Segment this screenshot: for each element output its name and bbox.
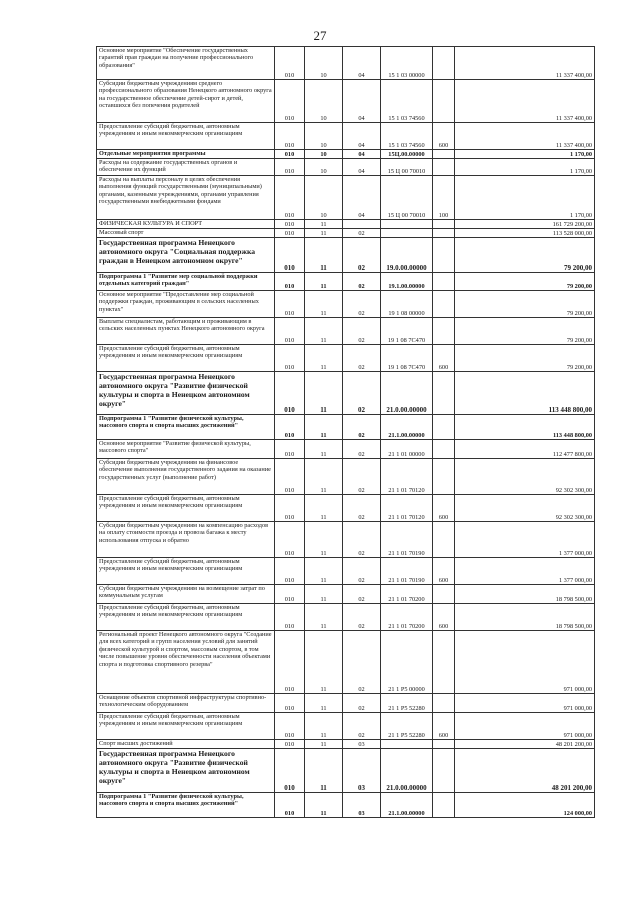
target-article-cell: 15 1 03 00000 bbox=[381, 47, 433, 80]
amount-cell: 1 170,00 bbox=[455, 176, 595, 220]
section-code-cell: 11 bbox=[305, 372, 343, 415]
amount-cell: 161 729 200,00 bbox=[455, 220, 595, 229]
ministry-code-cell: 010 bbox=[275, 495, 305, 522]
table-row bbox=[97, 47, 595, 80]
subsection-code-cell bbox=[343, 220, 381, 229]
amount-cell: 79 200,00 bbox=[455, 345, 595, 372]
expense-type-cell: 600 bbox=[433, 558, 455, 585]
section-code-cell: 11 bbox=[305, 415, 343, 440]
ministry-code-cell: 010 bbox=[275, 793, 305, 818]
subsection-code-cell: 02 bbox=[343, 558, 381, 585]
expense-type-cell bbox=[433, 740, 455, 749]
target-article-cell: 21 1 01 70200 bbox=[381, 604, 433, 631]
expense-type-cell bbox=[433, 372, 455, 415]
expense-type-cell bbox=[433, 47, 455, 80]
amount-cell: 124 000,00 bbox=[455, 793, 595, 818]
ministry-code-cell: 010 bbox=[275, 558, 305, 585]
table-row bbox=[97, 459, 595, 495]
expense-name-cell: Выплаты специалистам, работающим и проживающим в сельских населенных пунктах Ненецкого автономного округа bbox=[97, 318, 275, 345]
expense-name-cell: Расходы на выплаты персоналу в целях обеспечения выполнения функций государственными (муниципальными) органами, казенными учреждениями, органами управления государственными внебюджетными фондами bbox=[97, 176, 275, 220]
expense-name-cell: Региональный проект Ненецкого автономного округа "Создание для всех категорий и групп населения условий для занятий физической культурой и спортом, массовым спортом, в том числе повышение уровня обеспеченности населения объектами спорта и подготовка спортивного резерва" bbox=[97, 631, 275, 694]
target-article-cell: 21 1 01 70120 bbox=[381, 459, 433, 495]
expense-name-cell: Основное мероприятие "Предоставление мер социальной поддержки граждан, проживающим в сельских населенных пунктах" bbox=[97, 291, 275, 318]
section-code-cell: 11 bbox=[305, 291, 343, 318]
target-article-cell: 21 1 01 70190 bbox=[381, 558, 433, 585]
expense-name-cell: Субсидии бюджетным учреждениям на возмещение затрат по коммунальным услугам bbox=[97, 585, 275, 604]
target-article-cell: 21 1 P5 00000 bbox=[381, 631, 433, 694]
subsection-code-cell: 02 bbox=[343, 585, 381, 604]
target-article-cell: 21 1 01 70120 bbox=[381, 495, 433, 522]
table-row bbox=[97, 631, 595, 694]
target-article-cell: 21 1 01 00000 bbox=[381, 440, 433, 459]
section-code-cell: 10 bbox=[305, 159, 343, 176]
section-code-cell: 11 bbox=[305, 229, 343, 238]
table-row bbox=[97, 415, 595, 440]
amount-cell: 1 377 000,00 bbox=[455, 558, 595, 585]
amount-cell: 48 201 200,00 bbox=[455, 749, 595, 793]
subsection-code-cell: 04 bbox=[343, 47, 381, 80]
amount-cell: 79 200,00 bbox=[455, 291, 595, 318]
ministry-code-cell: 010 bbox=[275, 47, 305, 80]
section-code-cell: 11 bbox=[305, 495, 343, 522]
expense-name-cell: Спорт высших достижений bbox=[97, 740, 275, 749]
target-article-cell: 15 Ц 00 70010 bbox=[381, 159, 433, 176]
amount-cell: 971 000,00 bbox=[455, 713, 595, 740]
table-row bbox=[97, 291, 595, 318]
table-row bbox=[97, 238, 595, 273]
budget-table bbox=[96, 46, 595, 818]
ministry-code-cell: 010 bbox=[275, 150, 305, 159]
subsection-code-cell: 02 bbox=[343, 415, 381, 440]
target-article-cell: 19 1 08 7С470 bbox=[381, 345, 433, 372]
expense-name-cell: Субсидии бюджетным учреждениям среднего профессионального образования Ненецкого автономного округа на государственное обеспечение детей-сирот и детей, оставшихся без попечения родителей bbox=[97, 80, 275, 123]
subsection-code-cell: 03 bbox=[343, 793, 381, 818]
expense-name-cell: Подпрограмма 1 "Развитие физической культуры, массового спорта и спорта высших достижений" bbox=[97, 793, 275, 818]
amount-cell: 1 170,00 bbox=[455, 159, 595, 176]
section-code-cell: 11 bbox=[305, 220, 343, 229]
expense-name-cell: Предоставление субсидий бюджетным, автономным учреждениям и иным некоммерческим организациям bbox=[97, 123, 275, 150]
expense-name-cell: Государственная программа Ненецкого автономного округа "Развитие физической культуры и спорта в Ненецком автономном округе" bbox=[97, 749, 275, 793]
table-row bbox=[97, 318, 595, 345]
expense-name-cell: Расходы на содержание государственных органов и обеспечение их функций bbox=[97, 159, 275, 176]
target-article-cell: 21 1 P5 52280 bbox=[381, 713, 433, 740]
ministry-code-cell: 010 bbox=[275, 176, 305, 220]
expense-name-cell: Предоставление субсидий бюджетным, автономным учреждениям и иным некоммерческим организациям bbox=[97, 495, 275, 522]
amount-cell: 113 528 000,00 bbox=[455, 229, 595, 238]
ministry-code-cell: 010 bbox=[275, 713, 305, 740]
subsection-code-cell: 02 bbox=[343, 238, 381, 273]
subsection-code-cell: 02 bbox=[343, 631, 381, 694]
page-number: 27 bbox=[313, 28, 327, 43]
table-row bbox=[97, 522, 595, 558]
section-code-cell: 11 bbox=[305, 585, 343, 604]
expense-name-cell: Подпрограмма 1 "Развитие мер социальной поддержки отдельных категорий граждан" bbox=[97, 273, 275, 291]
expense-type-cell: 600 bbox=[433, 345, 455, 372]
ministry-code-cell: 010 bbox=[275, 291, 305, 318]
target-article-cell: 15 1 03 74560 bbox=[381, 123, 433, 150]
expense-type-cell bbox=[433, 585, 455, 604]
table-row bbox=[97, 229, 595, 238]
subsection-code-cell: 03 bbox=[343, 740, 381, 749]
subsection-code-cell: 04 bbox=[343, 80, 381, 123]
target-article-cell: 21.0.00.00000 bbox=[381, 372, 433, 415]
amount-cell: 113 448 800,00 bbox=[455, 372, 595, 415]
subsection-code-cell: 02 bbox=[343, 345, 381, 372]
amount-cell: 1 170,00 bbox=[455, 150, 595, 159]
expense-name-cell: Основное мероприятие "Обеспечение государственных гарантий прав граждан на получение профессионального образования" bbox=[97, 47, 275, 80]
table-row bbox=[97, 372, 595, 415]
expense-type-cell bbox=[433, 459, 455, 495]
expense-type-cell: 600 bbox=[433, 123, 455, 150]
subsection-code-cell: 02 bbox=[343, 604, 381, 631]
target-article-cell: 15 Ц 00 70010 bbox=[381, 176, 433, 220]
amount-cell: 18 798 500,00 bbox=[455, 585, 595, 604]
target-article-cell: 21.1.00.00000 bbox=[381, 415, 433, 440]
expense-name-cell: Предоставление субсидий бюджетным, автономным учреждениям и иным некоммерческим организациям bbox=[97, 604, 275, 631]
expense-type-cell: 600 bbox=[433, 604, 455, 631]
expense-name-cell: ФИЗИЧЕСКАЯ КУЛЬТУРА И СПОРТ bbox=[97, 220, 275, 229]
expense-type-cell bbox=[433, 749, 455, 793]
expense-name-cell: Субсидии бюджетным учреждениям на финансовое обеспечение выполнения государственного задания на оказание государственных услуг (выполнение работ) bbox=[97, 459, 275, 495]
target-article-cell bbox=[381, 220, 433, 229]
ministry-code-cell: 010 bbox=[275, 440, 305, 459]
subsection-code-cell: 02 bbox=[343, 372, 381, 415]
target-article-cell: 19 1 08 00000 bbox=[381, 291, 433, 318]
section-code-cell: 11 bbox=[305, 318, 343, 345]
target-article-cell: 21.1.00.00000 bbox=[381, 793, 433, 818]
ministry-code-cell: 010 bbox=[275, 318, 305, 345]
amount-cell: 971 000,00 bbox=[455, 631, 595, 694]
section-code-cell: 10 bbox=[305, 80, 343, 123]
expense-type-cell bbox=[433, 694, 455, 713]
table-row bbox=[97, 585, 595, 604]
expense-type-cell bbox=[433, 522, 455, 558]
amount-cell: 113 448 800,00 bbox=[455, 415, 595, 440]
expense-type-cell bbox=[433, 80, 455, 123]
section-code-cell: 11 bbox=[305, 440, 343, 459]
expense-type-cell: 600 bbox=[433, 713, 455, 740]
table-row bbox=[97, 604, 595, 631]
subsection-code-cell: 02 bbox=[343, 229, 381, 238]
target-article-cell: 19.0.00.00000 bbox=[381, 238, 433, 273]
expense-name-cell: Предоставление субсидий бюджетным, автономным учреждениям и иным некоммерческим организациям bbox=[97, 558, 275, 585]
section-code-cell: 11 bbox=[305, 345, 343, 372]
section-code-cell: 11 bbox=[305, 522, 343, 558]
table-row bbox=[97, 793, 595, 818]
ministry-code-cell: 010 bbox=[275, 631, 305, 694]
ministry-code-cell: 010 bbox=[275, 522, 305, 558]
target-article-cell bbox=[381, 740, 433, 749]
amount-cell: 971 000,00 bbox=[455, 694, 595, 713]
ministry-code-cell: 010 bbox=[275, 273, 305, 291]
ministry-code-cell: 010 bbox=[275, 415, 305, 440]
expense-name-cell: Подпрограмма 1 "Развитие физической культуры, массового спорта и спорта высших достижений" bbox=[97, 415, 275, 440]
subsection-code-cell: 02 bbox=[343, 291, 381, 318]
section-code-cell: 11 bbox=[305, 558, 343, 585]
ministry-code-cell: 010 bbox=[275, 459, 305, 495]
ministry-code-cell: 010 bbox=[275, 159, 305, 176]
section-code-cell: 10 bbox=[305, 123, 343, 150]
section-code-cell: 10 bbox=[305, 150, 343, 159]
expense-type-cell bbox=[433, 415, 455, 440]
section-code-cell: 11 bbox=[305, 238, 343, 273]
expense-type-cell bbox=[433, 291, 455, 318]
table-row bbox=[97, 440, 595, 459]
ministry-code-cell: 010 bbox=[275, 604, 305, 631]
table-row bbox=[97, 176, 595, 220]
ministry-code-cell: 010 bbox=[275, 694, 305, 713]
table-row bbox=[97, 495, 595, 522]
section-code-cell: 11 bbox=[305, 631, 343, 694]
section-code-cell: 11 bbox=[305, 713, 343, 740]
subsection-code-cell: 02 bbox=[343, 495, 381, 522]
ministry-code-cell: 010 bbox=[275, 229, 305, 238]
amount-cell: 79 200,00 bbox=[455, 273, 595, 291]
subsection-code-cell: 04 bbox=[343, 123, 381, 150]
table-row bbox=[97, 159, 595, 176]
section-code-cell: 10 bbox=[305, 47, 343, 80]
expense-type-cell bbox=[433, 159, 455, 176]
ministry-code-cell: 010 bbox=[275, 740, 305, 749]
subsection-code-cell: 02 bbox=[343, 522, 381, 558]
subsection-code-cell: 02 bbox=[343, 713, 381, 740]
expense-name-cell: Предоставление субсидий бюджетным, автономным учреждениям и иным некоммерческим организациям bbox=[97, 345, 275, 372]
ministry-code-cell: 010 bbox=[275, 80, 305, 123]
expense-name-cell: Государственная программа Ненецкого автономного округа "Развитие физической культуры и спорта в Ненецком автономном округе" bbox=[97, 372, 275, 415]
target-article-cell: 21.0.00.00000 bbox=[381, 749, 433, 793]
target-article-cell: 19.1.00.00000 bbox=[381, 273, 433, 291]
table-row bbox=[97, 150, 595, 159]
expense-name-cell: Отдельные мероприятия программы bbox=[97, 150, 275, 159]
subsection-code-cell: 02 bbox=[343, 459, 381, 495]
ministry-code-cell: 010 bbox=[275, 372, 305, 415]
subsection-code-cell: 04 bbox=[343, 176, 381, 220]
expense-name-cell: Основное мероприятие "Развитие физической культуры, массового спорта" bbox=[97, 440, 275, 459]
expense-type-cell bbox=[433, 229, 455, 238]
subsection-code-cell: 03 bbox=[343, 749, 381, 793]
section-code-cell: 11 bbox=[305, 604, 343, 631]
table-row bbox=[97, 273, 595, 291]
table-row bbox=[97, 694, 595, 713]
subsection-code-cell: 04 bbox=[343, 159, 381, 176]
expense-type-cell bbox=[433, 440, 455, 459]
ministry-code-cell: 010 bbox=[275, 123, 305, 150]
expense-type-cell bbox=[433, 238, 455, 273]
amount-cell: 11 337 400,00 bbox=[455, 47, 595, 80]
amount-cell: 112 477 800,00 bbox=[455, 440, 595, 459]
table-row bbox=[97, 220, 595, 229]
amount-cell: 11 337 400,00 bbox=[455, 123, 595, 150]
table-row bbox=[97, 740, 595, 749]
subsection-code-cell: 02 bbox=[343, 694, 381, 713]
target-article-cell: 21 1 P5 52280 bbox=[381, 694, 433, 713]
target-article-cell bbox=[381, 229, 433, 238]
target-article-cell: 19 1 08 7С470 bbox=[381, 318, 433, 345]
expense-type-cell: 600 bbox=[433, 495, 455, 522]
ministry-code-cell: 010 bbox=[275, 220, 305, 229]
subsection-code-cell: 02 bbox=[343, 273, 381, 291]
target-article-cell: 21 1 01 70200 bbox=[381, 585, 433, 604]
expense-type-cell bbox=[433, 150, 455, 159]
amount-cell: 92 302 300,00 bbox=[455, 495, 595, 522]
subsection-code-cell: 02 bbox=[343, 318, 381, 345]
amount-cell: 11 337 400,00 bbox=[455, 80, 595, 123]
expense-type-cell: 100 bbox=[433, 176, 455, 220]
expense-name-cell: Оснащение объектов спортивной инфраструктуры спортивно-технологическим оборудованием bbox=[97, 694, 275, 713]
section-code-cell: 11 bbox=[305, 694, 343, 713]
expense-name-cell: Государственная программа Ненецкого автономного округа "Социальная поддержка граждан в Ненецком автономном округе" bbox=[97, 238, 275, 273]
table-row bbox=[97, 749, 595, 793]
expense-type-cell bbox=[433, 793, 455, 818]
amount-cell: 79 200,00 bbox=[455, 238, 595, 273]
expense-type-cell bbox=[433, 220, 455, 229]
table-row bbox=[97, 558, 595, 585]
table-row bbox=[97, 80, 595, 123]
table-row bbox=[97, 123, 595, 150]
ministry-code-cell: 010 bbox=[275, 238, 305, 273]
section-code-cell: 11 bbox=[305, 740, 343, 749]
ministry-code-cell: 010 bbox=[275, 585, 305, 604]
amount-cell: 92 302 300,00 bbox=[455, 459, 595, 495]
ministry-code-cell: 010 bbox=[275, 749, 305, 793]
ministry-code-cell: 010 bbox=[275, 345, 305, 372]
section-code-cell: 11 bbox=[305, 793, 343, 818]
section-code-cell: 11 bbox=[305, 749, 343, 793]
budget-table-body bbox=[97, 47, 595, 818]
expense-name-cell: Предоставление субсидий бюджетным, автономным учреждениям и иным некоммерческим организациям bbox=[97, 713, 275, 740]
amount-cell: 48 201 200,00 bbox=[455, 740, 595, 749]
table-row bbox=[97, 713, 595, 740]
amount-cell: 18 798 500,00 bbox=[455, 604, 595, 631]
expense-name-cell: Массовый спорт bbox=[97, 229, 275, 238]
subsection-code-cell: 04 bbox=[343, 150, 381, 159]
expense-type-cell bbox=[433, 273, 455, 291]
subsection-code-cell: 02 bbox=[343, 440, 381, 459]
amount-cell: 79 200,00 bbox=[455, 318, 595, 345]
target-article-cell: 21 1 01 70190 bbox=[381, 522, 433, 558]
section-code-cell: 10 bbox=[305, 176, 343, 220]
target-article-cell: 15Ц.00.00000 bbox=[381, 150, 433, 159]
expense-type-cell bbox=[433, 631, 455, 694]
expense-name-cell: Субсидии бюджетным учреждениям на компенсацию расходов на оплату стоимости проезда и провоза багажа к месту использования отпуска и обратно bbox=[97, 522, 275, 558]
section-code-cell: 11 bbox=[305, 273, 343, 291]
table-row bbox=[97, 345, 595, 372]
section-code-cell: 11 bbox=[305, 459, 343, 495]
amount-cell: 1 377 000,00 bbox=[455, 522, 595, 558]
expense-type-cell bbox=[433, 318, 455, 345]
target-article-cell: 15 1 03 74560 bbox=[381, 80, 433, 123]
